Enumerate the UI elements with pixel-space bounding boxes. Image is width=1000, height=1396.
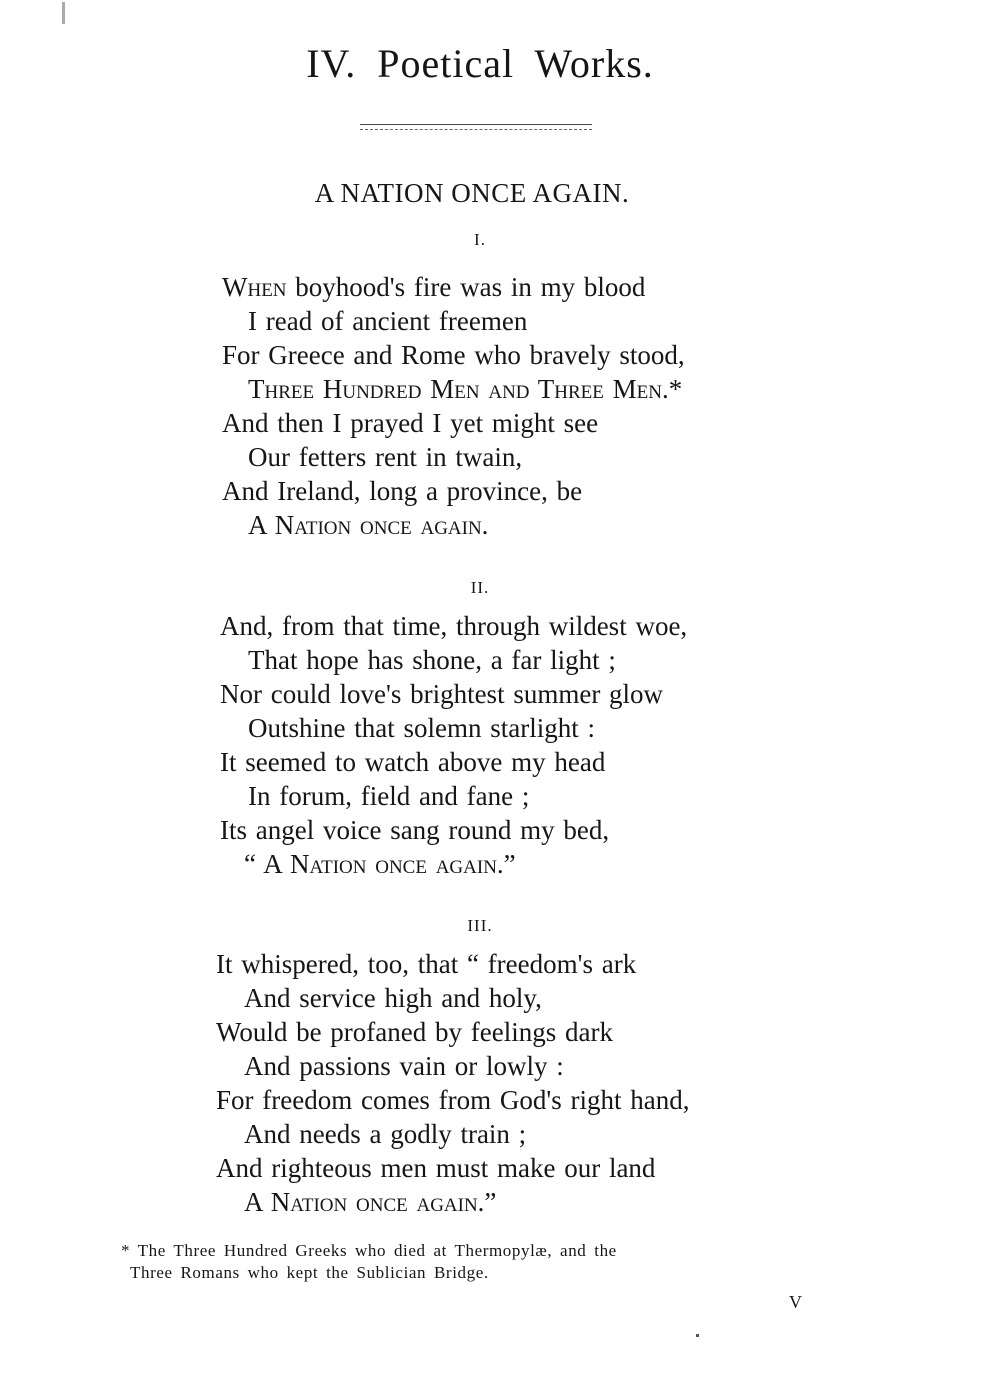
poem-line: It seemed to watch above my head bbox=[220, 747, 606, 777]
poem-line: And, from that time, through wildest woe, bbox=[220, 611, 688, 641]
title-rule-dashed bbox=[360, 129, 592, 130]
poem-line: And passions vain or lowly : bbox=[244, 1051, 564, 1081]
poem-title: A NATION ONCE AGAIN. bbox=[314, 178, 630, 208]
poem-line: It whispered, too, that “ freedom's ark bbox=[216, 949, 637, 979]
stanza-number-1: I. bbox=[474, 230, 486, 249]
poem-line: In forum, field and fane ; bbox=[248, 781, 530, 811]
poem-line: “ A Nation once again.” bbox=[244, 849, 516, 879]
page-signature: V bbox=[789, 1292, 802, 1312]
stanza-number-2: II. bbox=[470, 578, 490, 597]
scan-mark bbox=[62, 2, 65, 24]
poem-line: And then I prayed I yet might see bbox=[222, 408, 599, 438]
poem-line: Three Hundred Men and Three Men.* bbox=[248, 374, 683, 404]
footnote-line-1: * The Three Hundred Greeks who died at Thermopylæ, and the bbox=[121, 1241, 617, 1260]
scan-speck bbox=[696, 1334, 699, 1337]
footnote-line-2: Three Romans who kept the Sublician Bridge. bbox=[130, 1263, 489, 1282]
poem-line: A Nation once again.” bbox=[244, 1187, 497, 1217]
poem-line: A Nation once again. bbox=[248, 510, 489, 540]
poem-line: And service high and holy, bbox=[244, 983, 542, 1013]
poem-line: I read of ancient freemen bbox=[248, 306, 528, 336]
poem-line: Would be profaned by feelings dark bbox=[216, 1017, 613, 1047]
poem-line: Its angel voice sang round my bed, bbox=[220, 815, 610, 845]
poem-line: When boyhood's fire was in my blood bbox=[222, 272, 646, 302]
drop-word: When bbox=[222, 272, 287, 302]
stanza-number-3: III. bbox=[467, 916, 493, 935]
poem-line: For freedom comes from God's right hand, bbox=[216, 1085, 690, 1115]
title-rule bbox=[360, 124, 592, 125]
poem-line: And righteous men must make our land bbox=[216, 1153, 656, 1183]
poem-line: And needs a godly train ; bbox=[244, 1119, 527, 1149]
section-heading: IV. Poetical Works. bbox=[306, 41, 654, 86]
poem-line: Nor could love's brightest summer glow bbox=[220, 679, 664, 709]
poem-line: And Ireland, long a province, be bbox=[222, 476, 583, 506]
poem-line: For Greece and Rome who bravely stood, bbox=[222, 340, 685, 370]
poem-line: Outshine that solemn starlight : bbox=[248, 713, 595, 743]
poem-line: Our fetters rent in twain, bbox=[248, 442, 523, 472]
poem-line: That hope has shone, a far light ; bbox=[248, 645, 616, 675]
